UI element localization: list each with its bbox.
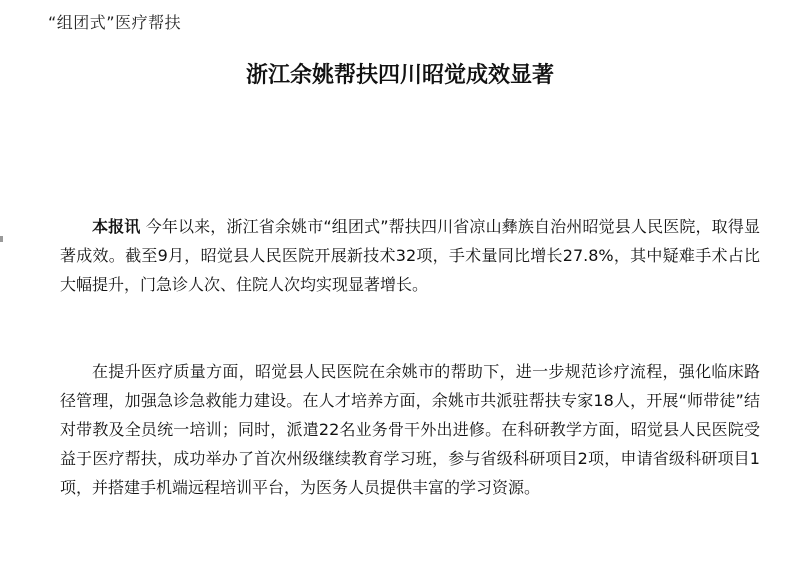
paragraph-1-text: 今年以来，浙江省余姚市“组团式”帮扶四川省凉山彝族自治州昭觉县人民医院，取得显著成效。截至9月，昭觉县人民医院开展新技术32项，手术量同比增长27.8%，其中疑难手术占比大幅提升，门急诊人次、住院人次均实现显著增长。 xyxy=(60,217,760,294)
paragraph-2-text: 在提升医疗质量方面，昭觉县人民医院在余姚市的帮助下，进一步规范诊疗流程，强化临床路径管理，加强急诊急救能力建设。在人才培养方面，余姚市共派驻帮扶专家18人，开展“师带徒”结对带教及全员统一培训；同时，派遣22名业务骨干外出进修。在科研教学方面，昭觉县人民医院受益于医疗帮扶，成功举办了首次州级继续教育学习班，参与省级科研项目2项，申请省级科研项目1项，并搭建手机端远程培训平台，为医务人员提供丰富的学习资源。 xyxy=(60,362,760,497)
column-label: “组团式”医疗帮扶 xyxy=(48,13,182,32)
dateline-lead: 本报讯 xyxy=(92,217,141,236)
article-paragraph-2 xyxy=(60,357,760,502)
article-headline: 浙江余姚帮扶四川昭觉成效显著 xyxy=(245,63,554,88)
page-edge-mark xyxy=(0,236,3,242)
article-paragraph-1 xyxy=(60,212,760,299)
